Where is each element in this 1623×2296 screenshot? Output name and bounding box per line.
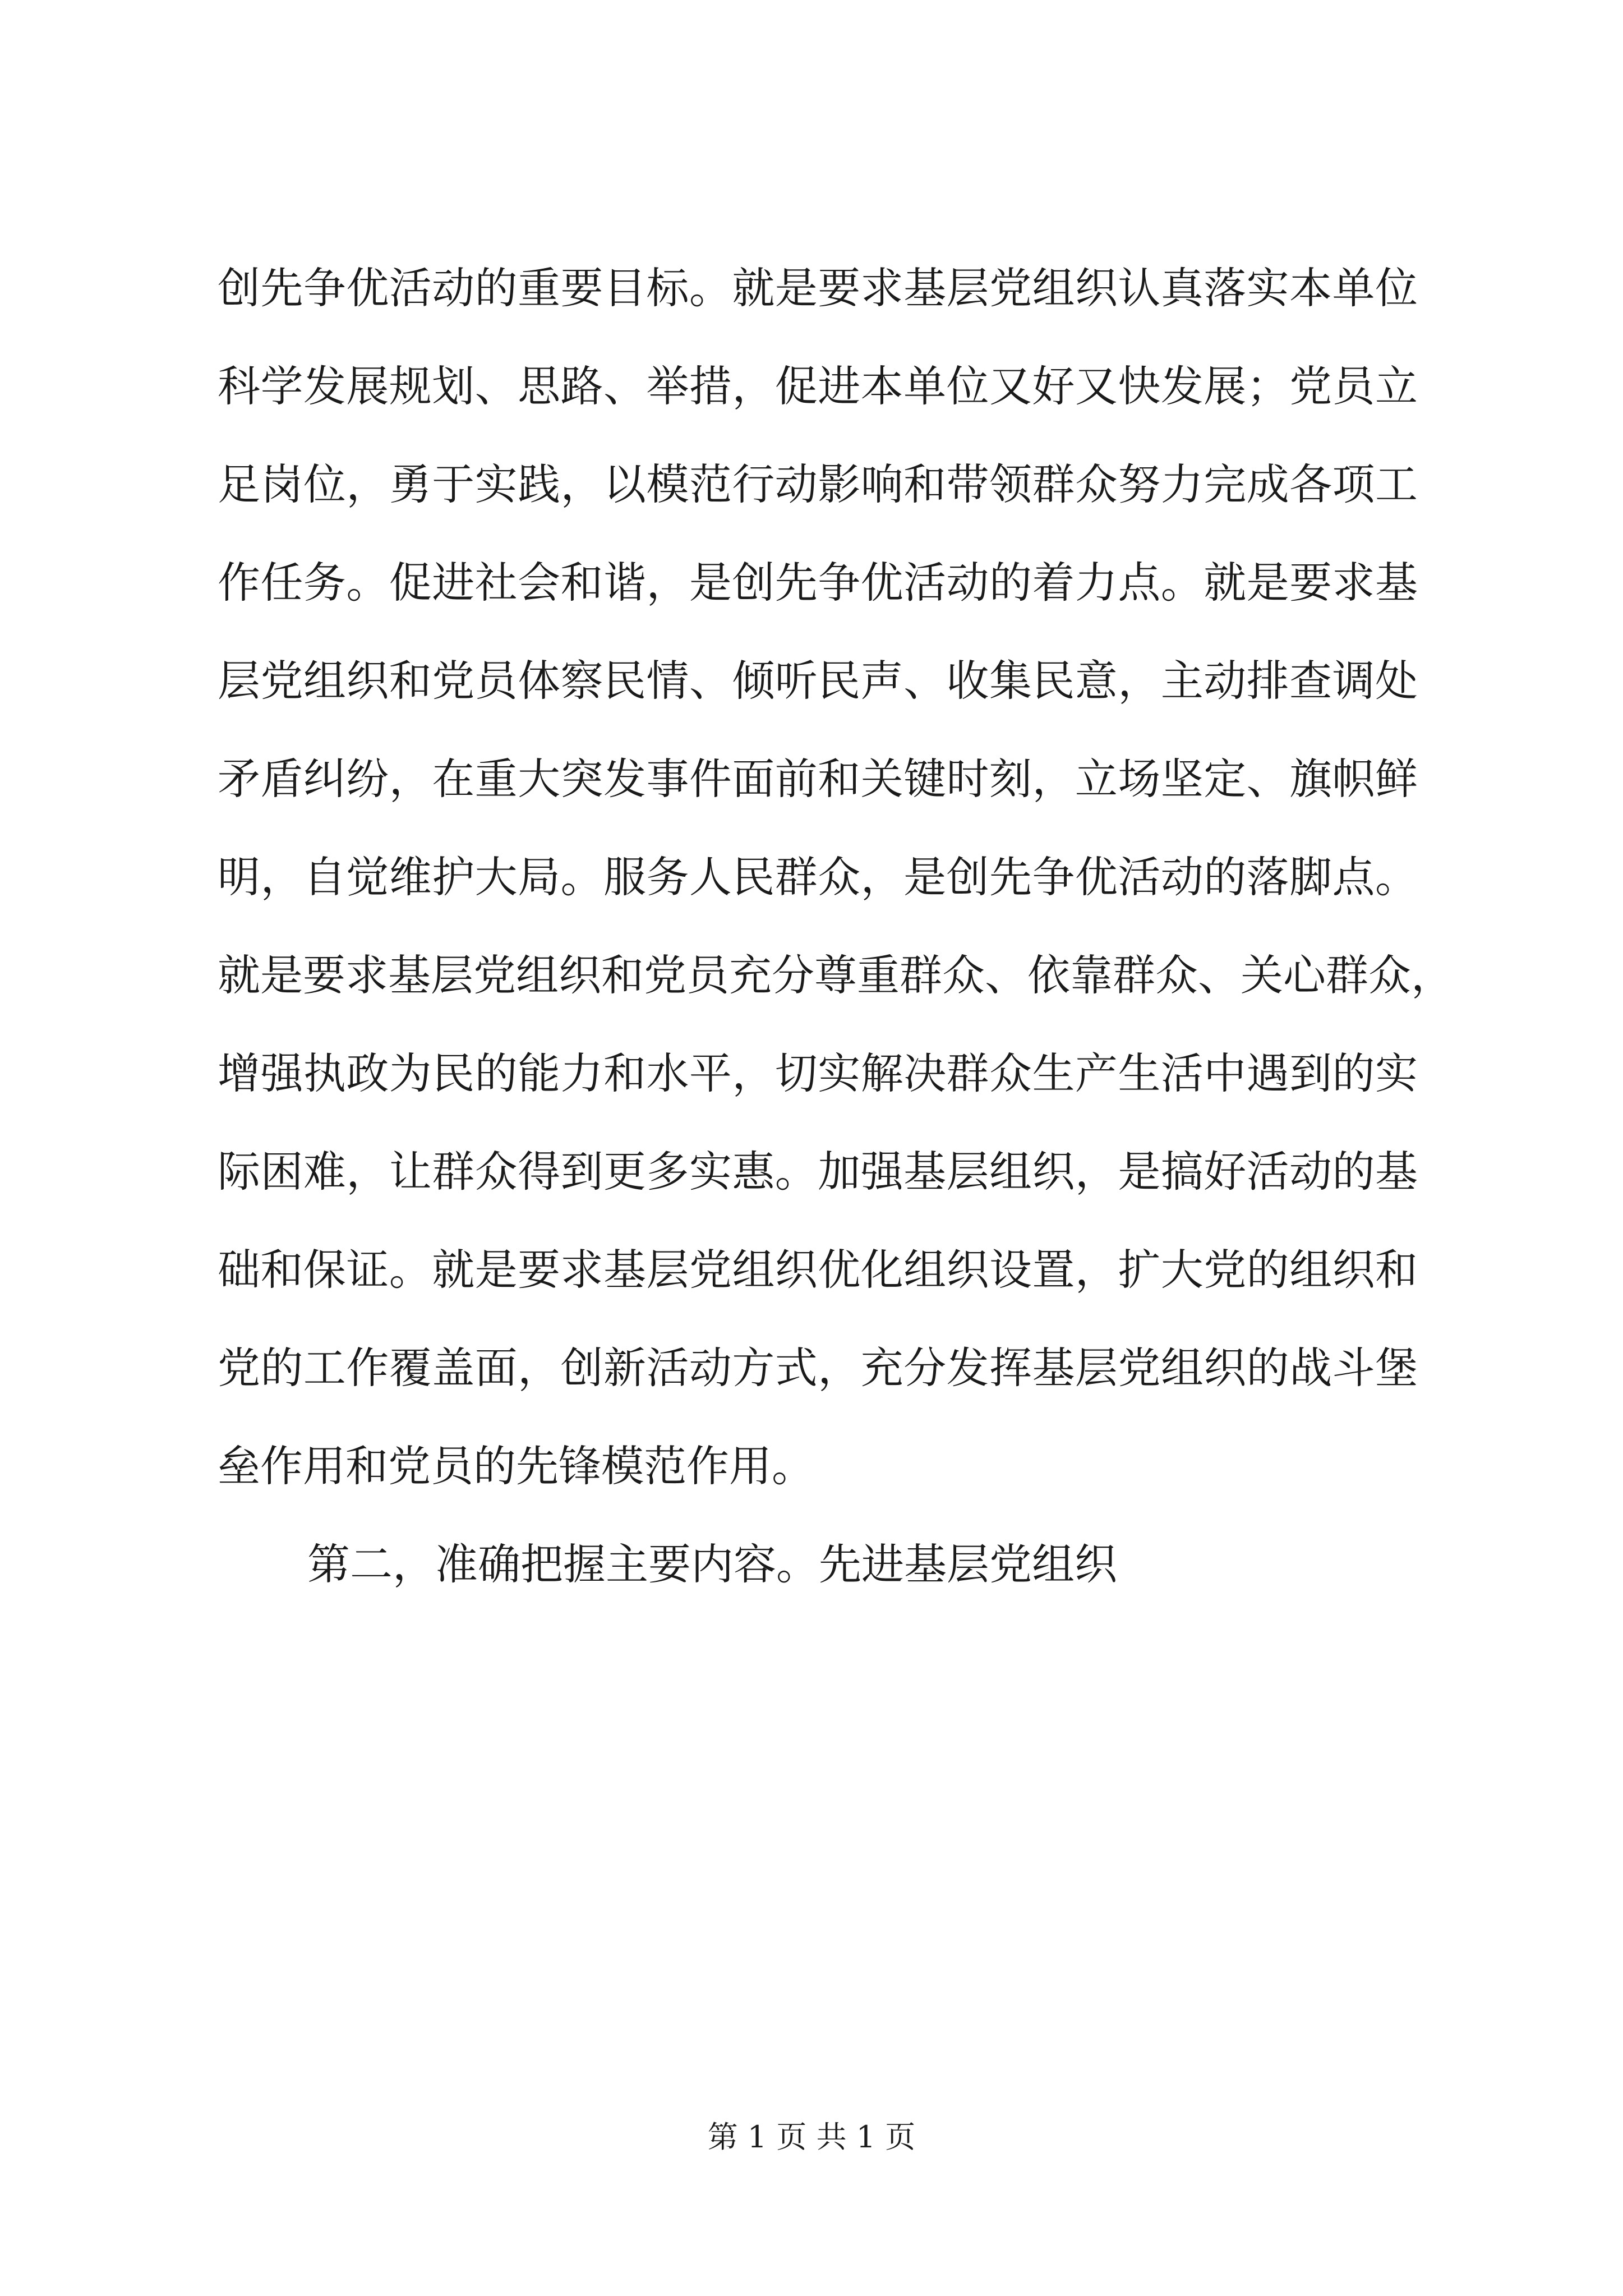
paragraph-start-line: 第二，准确把握主要内容。先进基层党组织 xyxy=(307,1539,1117,1589)
document-body xyxy=(218,263,1454,1638)
text-line: 垒作用和党员的先锋模范作用。 xyxy=(218,1441,814,1491)
text-line: 明，自觉维护大局。服务人民群众，是创先争优活动的落脚点。 xyxy=(218,852,1418,902)
text-line: 增强执政为民的能力和水平，切实解决群众生产生活中遇到的实 xyxy=(218,1048,1418,1098)
page-footer: 第 1 页 共 1 页 xyxy=(707,2119,916,2155)
text-line: 际困难，让群众得到更多实惠。加强基层组织，是搞好活动的基 xyxy=(218,1147,1418,1197)
text-line: 就是要求基层党组织和党员充分尊重群众、依靠群众、关心群众， xyxy=(218,950,1454,1000)
text-line: 创先争优活动的重要目标。就是要求基层党组织认真落实本单位 xyxy=(218,263,1418,313)
text-line: 党的工作覆盖面，创新活动方式，充分发挥基层党组织的战斗堡 xyxy=(218,1343,1418,1393)
text-line: 础和保证。就是要求基层党组织优化组织设置，扩大党的组织和 xyxy=(218,1245,1418,1295)
text-line: 层党组织和党员体察民情、倾听民声、收集民意，主动排查调处 xyxy=(218,656,1418,706)
text-line: 矛盾纠纷，在重大突发事件面前和关键时刻，立场坚定、旗帜鲜 xyxy=(218,754,1418,804)
text-line: 科学发展规划、思路、举措，促进本单位又好又快发展；党员立 xyxy=(218,361,1418,411)
text-line: 足岗位，勇于实践，以模范行动影响和带领群众努力完成各项工 xyxy=(218,459,1418,509)
text-line: 作任务。促进社会和谐，是创先争优活动的着力点。就是要求基 xyxy=(218,558,1418,608)
